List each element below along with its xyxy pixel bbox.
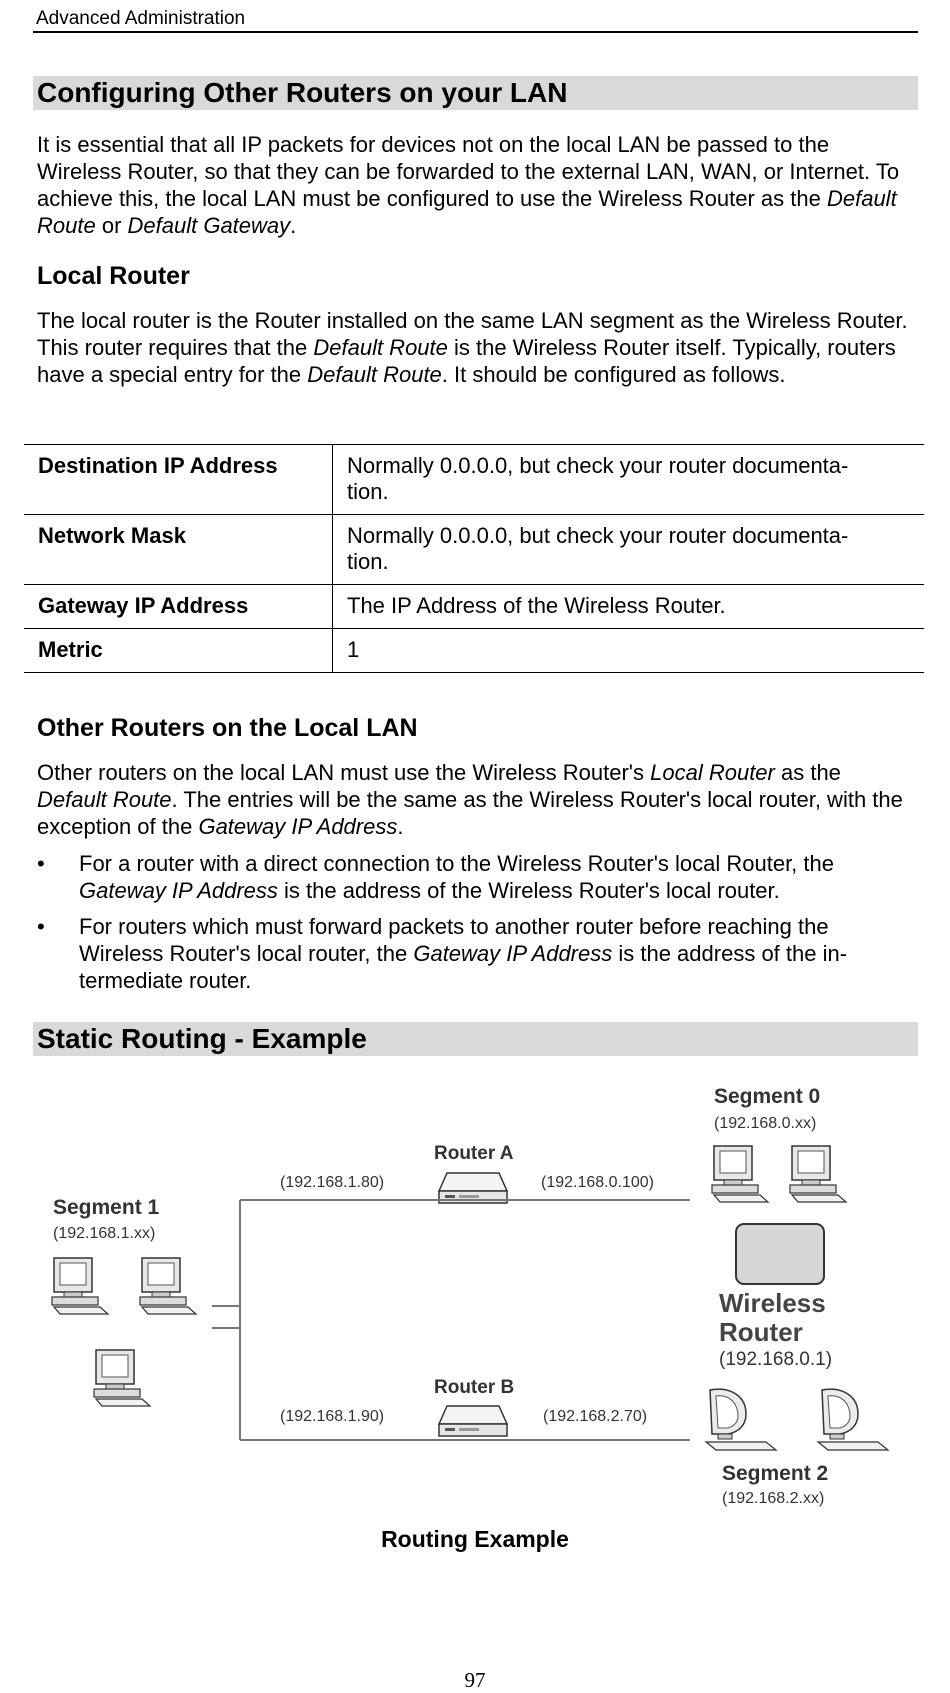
diagram-caption: Routing Example (381, 1526, 569, 1552)
segment1-subnet: (192.168.1.xx) (53, 1225, 156, 1242)
segment2-name: Segment 2 (722, 1462, 829, 1485)
local-router-paragraph: The local router is the Router installed on the same LAN segment as the Wireless Router. This router requires that the Default Route is the Wireless Router itself. Typically, routers have a special entry for the Default Route. It should be configured as follows. (37, 308, 908, 387)
table-value: Normally 0.0.0.0, but check your router documenta- tion. (333, 515, 925, 585)
local-router-heading: Local Router (37, 262, 190, 290)
wireless-router-ip: (192.168.0.1) (719, 1349, 833, 1370)
wireless-router-label-line1: Wireless (719, 1288, 826, 1318)
router-b-right-ip: (192.168.2.70) (543, 1408, 648, 1425)
router-a-icon (439, 1173, 507, 1203)
table-value: Normally 0.0.0.0, but check your router documenta- tion. (333, 445, 925, 515)
intro-paragraph: It is essential that all IP packets for devices not on the local LAN be passed to the Wireless Router, so that they can be forwarded to the external LAN, WAN, or Internet. To achieve this, the local LAN must be configured to use the Wireless Router as the Default Route or Default Gateway. (37, 132, 900, 238)
segment0-subnet: (192.168.0.xx) (714, 1115, 817, 1132)
other-routers-paragraph: Other routers on the local LAN must use the Wireless Router's Local Router as the Default Route. The entries will be the same as the Wireless Router's local router, with the exception of the Gateway IP Address. (37, 760, 903, 839)
segment0-computer-icon (712, 1146, 768, 1202)
router-a-right-ip: (192.168.0.100) (541, 1174, 654, 1191)
table-key: Network Mask (24, 515, 333, 585)
router-a-name: Router A (434, 1143, 514, 1164)
segment2-computer-icon (706, 1389, 776, 1450)
bullet-text: For a router with a direct connection to the Wireless Router's local Router, the Gateway IP Address is the address of the Wireless Router's local router. (79, 851, 834, 903)
bullet-symbol: • (37, 914, 45, 939)
table-row (24, 585, 924, 629)
default-route-table (24, 444, 924, 673)
section-heading-configuring: Configuring Other Routers on your LAN (33, 76, 918, 110)
table-row (24, 515, 924, 585)
segment1-name: Segment 1 (53, 1196, 160, 1219)
table-key: Destination IP Address (24, 445, 333, 515)
header-divider (33, 31, 918, 33)
wireless-router-label-line2: Router (719, 1317, 803, 1347)
segment1-computer-icon (52, 1258, 108, 1314)
section-heading-static-routing: Static Routing - Example (33, 1022, 918, 1056)
bullet-symbol: • (37, 851, 45, 876)
table-value: The IP Address of the Wireless Router. (333, 585, 925, 629)
bullet-text: For routers which must forward packets to another router before reaching the Wireless Router's local router, the Gateway IP Address is the address of the in-termediate router. (79, 914, 848, 993)
wireless-router-icon (736, 1224, 824, 1284)
router-b-left-ip: (192.168.1.90) (280, 1408, 385, 1425)
segment1-computer-icon (94, 1350, 150, 1406)
table-row (24, 629, 924, 673)
router-b-name: Router B (434, 1377, 515, 1398)
other-routers-heading: Other Routers on the Local LAN (37, 714, 418, 742)
segment0-computer-icon (790, 1146, 846, 1202)
segment1-computer-icon (140, 1258, 196, 1314)
page-header-title: Advanced Administration (36, 8, 246, 29)
segment2-computer-icon (818, 1389, 888, 1450)
table-key: Gateway IP Address (24, 585, 333, 629)
table-key: Metric (24, 629, 333, 673)
segment2-subnet: (192.168.2.xx) (722, 1490, 825, 1507)
segment0-name: Segment 0 (714, 1085, 821, 1108)
table-value: 1 (333, 629, 925, 673)
router-a-left-ip: (192.168.1.80) (280, 1174, 385, 1191)
page-number: 97 (464, 1668, 486, 1692)
network-connection-lines (212, 1200, 690, 1440)
routing-diagram (0, 1080, 950, 1520)
table-row (24, 445, 924, 515)
router-b-icon (439, 1406, 507, 1436)
